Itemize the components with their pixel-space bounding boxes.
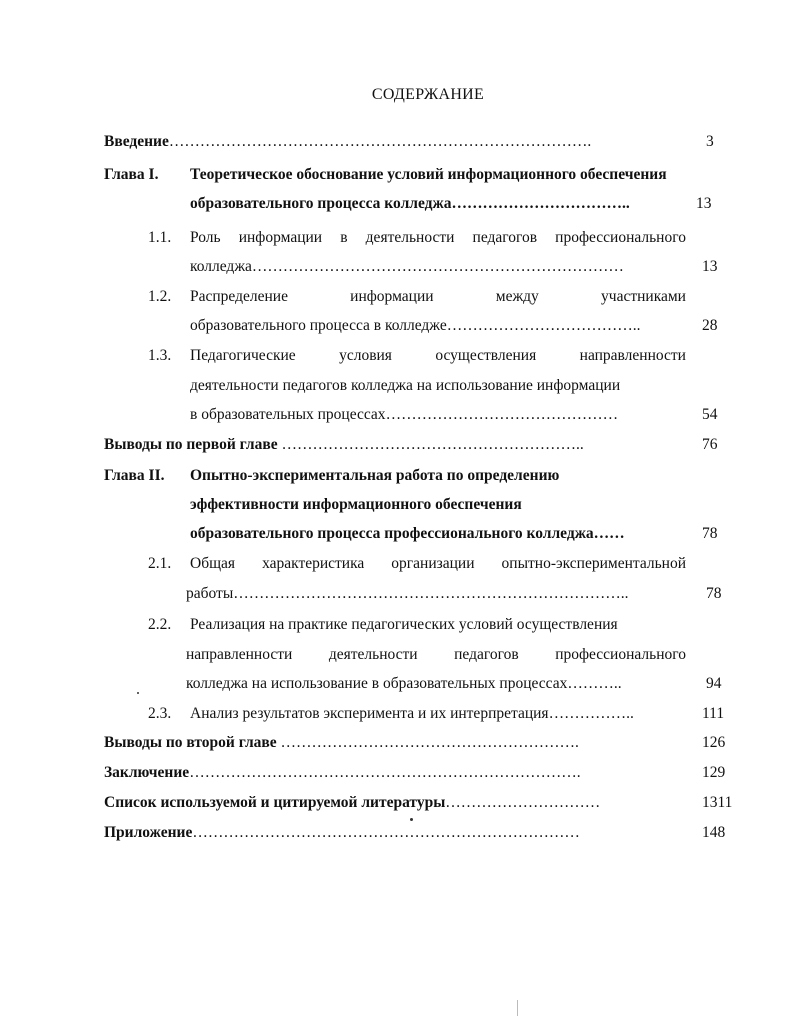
word: между [495,288,539,305]
leader-dots: ………………………… [445,794,601,811]
scan-mark [517,1000,518,1016]
leader-dots: …………….. [548,705,634,722]
leader-dots: ………………………………………………….. [281,436,584,453]
section-title-line [190,257,624,277]
word: Педагогические [190,347,296,364]
section-number: 1.2. [148,288,172,305]
word: педагогов [454,646,519,663]
word: деятельности [328,646,418,663]
word: условия [339,347,392,364]
word: Распределение [190,288,288,305]
section-title-text: работы [186,585,234,602]
word: опытно-экспериментальной [501,555,686,572]
leader-dots: ……………………………………………………………… [251,258,624,275]
section-title-line [190,287,686,307]
scan-speck [137,692,139,694]
toc-entry-label: Приложение [104,824,193,841]
toc-entry-references [104,793,600,813]
leader-dots: ……………………………………… [385,406,619,423]
section-number: 1.1. [148,229,172,246]
section-number: 2.3. [148,705,172,722]
leader-dots: ……….. [567,675,622,692]
section-title-line [190,228,686,248]
leader-dots: …………………………………………………. [280,734,579,751]
page-number: 94 [706,675,722,692]
page-number: 78 [706,585,722,602]
word: информации [238,229,323,246]
section-title-line [190,346,686,366]
section-title-text: Анализ результатов эксперимента и их интерпретация [190,705,549,722]
section-title-text: колледжа [190,258,252,275]
leader-dots: …………………………….. [451,195,630,212]
section-title-line [190,405,618,425]
toc-entry-label: Введение [104,133,169,150]
leader-dots: ………………………………………………………………………. [168,133,592,150]
word: информации [350,288,434,305]
section-title-line [186,645,686,665]
section-number: 1.3. [148,347,172,364]
word: профессионального [555,229,686,246]
word: характеристика [262,555,365,572]
page-number: 76 [702,436,718,453]
leader-dots: ……………………………….. [446,317,641,334]
chapter-title-line: Опытно-экспериментальная работа по определению [190,467,560,484]
page-number: 1311 [702,794,733,811]
word: в [340,229,348,246]
chapter-label: Глава II. [104,467,165,484]
toc-entry-label: Выводы по второй главе [104,734,277,751]
section-title-text: колледжа на использование в образовательных процессах [186,675,568,692]
section-title-line: деятельности педагогов колледжа на использование информации [190,377,621,394]
page-number: 126 [702,734,726,751]
chapter-title-text: образовательного процесса колледжа [190,195,452,212]
chapter-title-line: образовательного процесса профессионального колледжа…… [190,525,625,542]
word: осуществления [435,347,537,364]
toc-entry-conclusions-2 [104,733,579,753]
toc-entry-conclusions-1 [104,435,584,455]
section-title-text: в образовательных процессах [190,406,386,423]
page-number: 129 [702,764,726,781]
section-title-text: образовательного процесса в колледже [190,317,447,334]
word: организации [391,555,475,572]
toc-entry-label: Выводы по первой главе [104,436,278,453]
toc-entry-label: Заключение [104,764,190,781]
leader-dots: ………………………………………………………………… [192,824,580,841]
page-number: 111 [702,705,725,722]
section-title-line: Реализация на практике педагогических условий осуществления [190,616,618,633]
section-title-line [190,704,634,724]
page-number: 13 [702,258,718,275]
word: направленности [579,347,686,364]
section-number: 2.1. [148,555,172,572]
page-title: СОДЕРЖАНИЕ [371,86,485,103]
section-title-line [190,554,686,574]
word: Роль [190,229,221,246]
word: деятельности [365,229,455,246]
scan-speck [410,818,413,821]
page-number: 13 [696,195,712,212]
page-number: 3 [706,133,714,150]
word: Общая [190,555,236,572]
page-number: 78 [702,525,718,542]
chapter-title-line [190,194,630,214]
section-title-line [186,584,629,604]
chapter-title-line: эффективности информационного обеспечения [190,496,522,513]
toc-entry-intro [104,132,591,152]
page-number: 54 [702,406,718,423]
toc-entry-conclusion [104,763,581,783]
page-number: 148 [702,824,726,841]
word: профессионального [555,646,686,663]
toc-entry-appendix [104,823,580,843]
leader-dots: …………………………………………………………………. [189,764,581,781]
section-title-line [190,316,640,336]
chapter-label: Глава I. [104,166,159,183]
leader-dots: ………………………………………………………………….. [233,585,629,602]
page-number: 28 [702,317,718,334]
section-number: 2.2. [148,616,172,633]
word: направленности [186,646,293,663]
section-title-line [186,674,622,694]
word: педагогов [472,229,538,246]
chapter-title-line: Теоретическое обоснование условий информационного обеспечения [190,166,667,183]
word: участниками [601,288,686,305]
toc-entry-label: Список используемой и цитируемой литературы [104,794,446,811]
